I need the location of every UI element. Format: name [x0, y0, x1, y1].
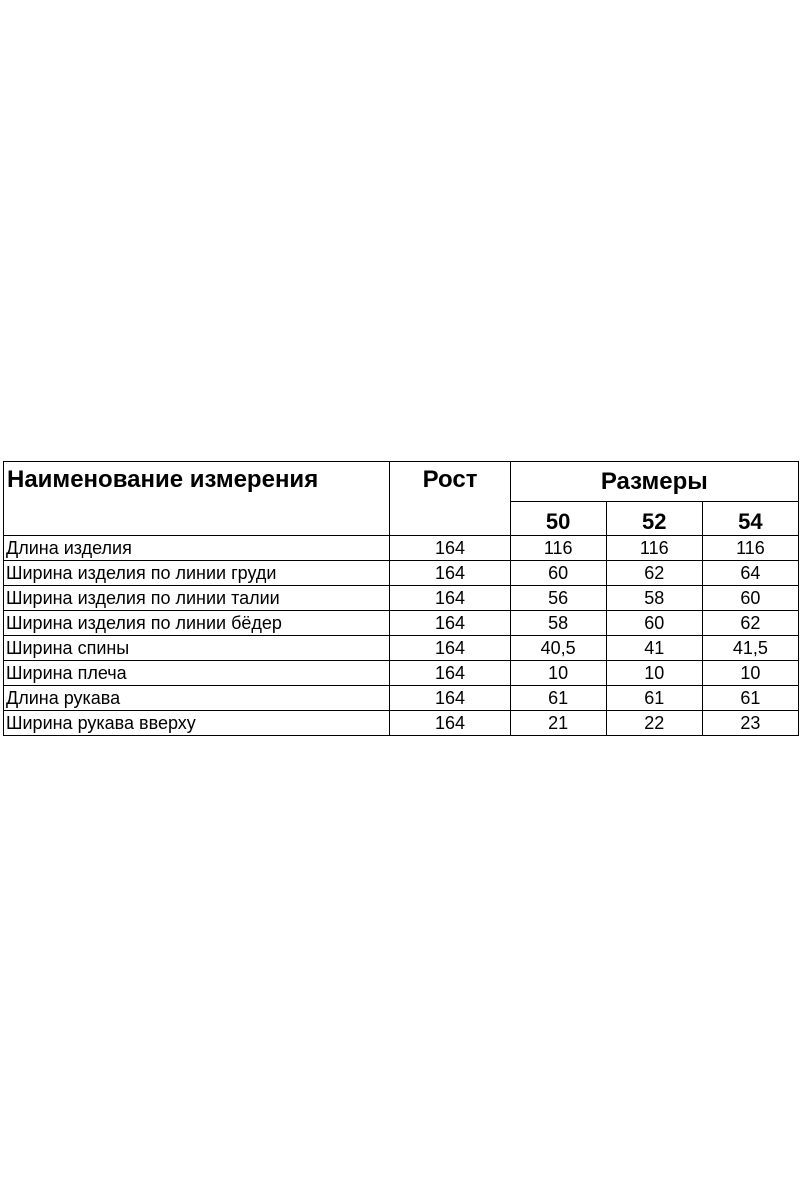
size-value-cell: 10: [510, 661, 606, 686]
header-height: Рост: [390, 462, 510, 536]
size-value-cell: 40,5: [510, 636, 606, 661]
size-value-cell: 58: [510, 611, 606, 636]
height-cell: 164: [390, 611, 510, 636]
size-value-cell: 62: [606, 561, 702, 586]
table-header-row: [4, 462, 799, 502]
size-value-cell: 58: [606, 586, 702, 611]
measurement-name-cell: Ширина спины: [4, 636, 390, 661]
height-cell: 164: [390, 661, 510, 686]
table-row: [4, 586, 799, 611]
measurement-name-cell: Ширина изделия по линии бёдер: [4, 611, 390, 636]
size-value-cell: 64: [702, 561, 798, 586]
height-cell: 164: [390, 586, 510, 611]
header-measurement-name: Наименование измерения: [4, 462, 390, 536]
height-cell: 164: [390, 536, 510, 561]
size-value-cell: 56: [510, 586, 606, 611]
table-row: [4, 611, 799, 636]
size-column-header: 52: [606, 502, 702, 536]
size-value-cell: 41,5: [702, 636, 798, 661]
height-cell: 164: [390, 686, 510, 711]
table-row: [4, 536, 799, 561]
table-row: [4, 561, 799, 586]
table-row: [4, 711, 799, 736]
size-value-cell: 41: [606, 636, 702, 661]
height-cell: 164: [390, 636, 510, 661]
size-value-cell: 61: [510, 686, 606, 711]
measurement-name-cell: Ширина плеча: [4, 661, 390, 686]
size-value-cell: 60: [702, 586, 798, 611]
measurement-name-cell: Ширина изделия по линии талии: [4, 586, 390, 611]
size-value-cell: 61: [702, 686, 798, 711]
size-value-cell: 116: [510, 536, 606, 561]
table-row: [4, 661, 799, 686]
size-value-cell: 60: [606, 611, 702, 636]
size-value-cell: 10: [606, 661, 702, 686]
header-sizes: Размеры: [510, 462, 798, 502]
measurement-name-cell: Длина изделия: [4, 536, 390, 561]
size-chart-table: [3, 461, 799, 736]
table-row: [4, 686, 799, 711]
measurement-name-cell: Длина рукава: [4, 686, 390, 711]
measurement-name-cell: Ширина изделия по линии груди: [4, 561, 390, 586]
size-value-cell: 23: [702, 711, 798, 736]
size-value-cell: 61: [606, 686, 702, 711]
height-cell: 164: [390, 711, 510, 736]
measurement-name-cell: Ширина рукава вверху: [4, 711, 390, 736]
size-column-header: 50: [510, 502, 606, 536]
size-value-cell: 10: [702, 661, 798, 686]
size-value-cell: 116: [702, 536, 798, 561]
size-value-cell: 22: [606, 711, 702, 736]
size-value-cell: 62: [702, 611, 798, 636]
size-column-header: 54: [702, 502, 798, 536]
size-value-cell: 21: [510, 711, 606, 736]
table-row: [4, 636, 799, 661]
size-value-cell: 116: [606, 536, 702, 561]
size-value-cell: 60: [510, 561, 606, 586]
height-cell: 164: [390, 561, 510, 586]
